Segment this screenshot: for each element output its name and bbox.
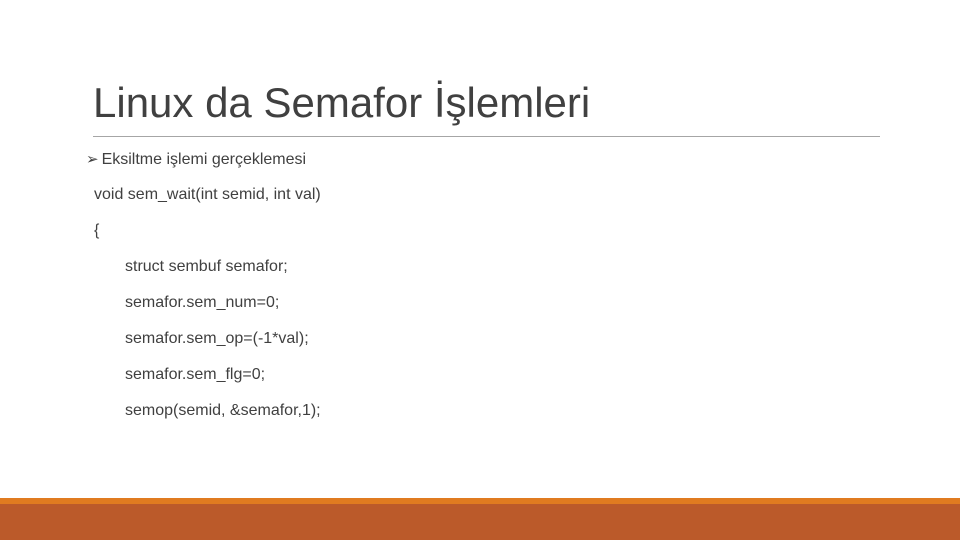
bullet-text: Eksiltme işlemi gerçeklemesi	[101, 151, 307, 168]
code-line-sem-num: semafor.sem_num=0;	[125, 294, 280, 311]
code-line-sem-op: semafor.sem_op=(-1*val);	[125, 330, 309, 347]
footer-band	[0, 504, 960, 540]
code-line-open-brace: {	[94, 222, 100, 239]
bullet-item	[86, 150, 306, 169]
code-line-sem-flg: semafor.sem_flg=0;	[125, 366, 266, 383]
code-line-semop-call: semop(semid, &semafor,1);	[125, 402, 321, 419]
title-divider	[93, 136, 880, 137]
arrow-bullet-icon: ➢	[86, 151, 99, 168]
code-line-signature: void sem_wait(int semid, int val)	[94, 186, 321, 203]
slide-title: Linux da Semafor İşlemleri	[93, 79, 591, 126]
code-line-struct-decl: struct sembuf semafor;	[125, 258, 288, 275]
